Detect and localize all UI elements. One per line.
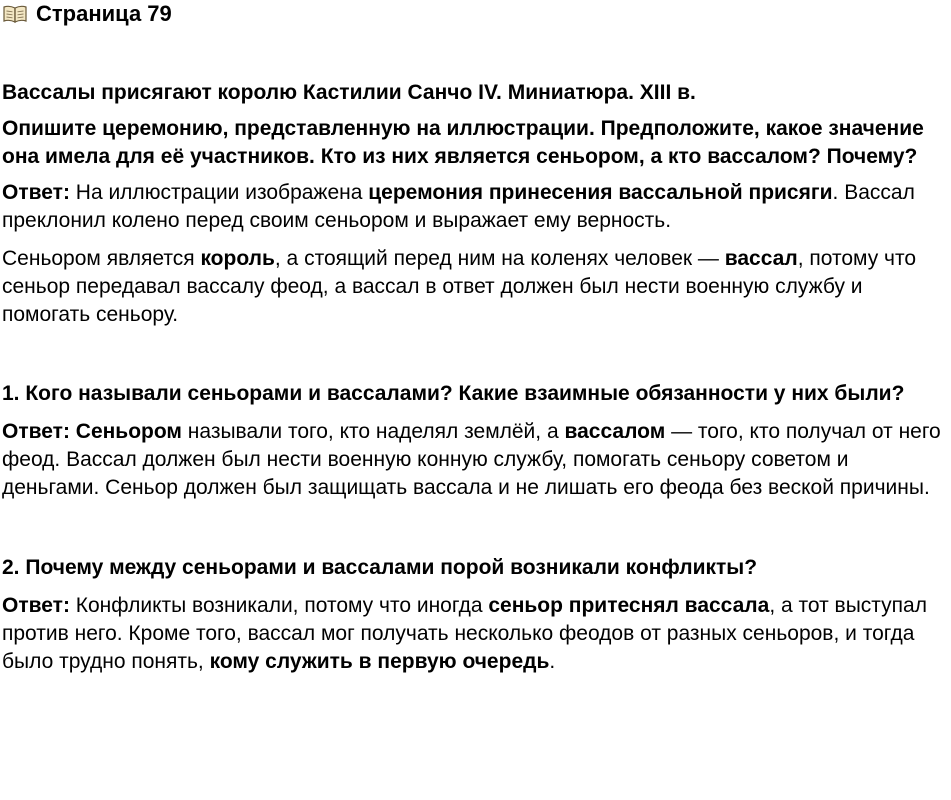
intro-answer-paragraph-2 xyxy=(2,245,948,329)
open-book-icon xyxy=(2,4,28,24)
page-title: Страница 79 xyxy=(36,1,172,26)
answer-emphasis: церемония принесения вассальной присяги xyxy=(368,181,833,204)
answer-emphasis: вассал xyxy=(724,247,798,270)
answer-text: называли того, кто наделял землёй, а xyxy=(181,420,565,443)
answer-emphasis: король xyxy=(200,247,275,270)
answer-label: Ответ: xyxy=(2,181,70,204)
intro-question: Опишите церемонию, представленную на иллюстрации. Предположите, какое значение она имела для её участников. Кто из них является сеньором, а кто вассалом? Почему? xyxy=(2,117,924,168)
answer-text: , а стоящий перед ним на коленях человек — xyxy=(274,247,725,270)
answer-text: — того, кто получал от него феод. Вассал должен был нести военную конную службу, помогать сеньору советом и деньгами. Сеньор должен был защищать вассала и не лишать его феода без веской причины. xyxy=(2,420,941,499)
answer-text: . xyxy=(549,650,556,673)
intro-answer-paragraph-1 xyxy=(2,179,948,235)
answer-text: Конфликты возникали, потому что иногда xyxy=(69,594,489,617)
page-header xyxy=(2,0,951,28)
answer-emphasis: Сеньором xyxy=(69,420,182,443)
answer-text: . Вассал преклонил колено перед своим сеньором и выражает ему верность. xyxy=(2,181,915,232)
answer-emphasis: кому служить в первую очередь xyxy=(209,650,550,673)
illustration-caption: Вассалы присягают королю Кастилии Санчо IV. Миниатюра. XIII в. xyxy=(2,81,696,104)
question-2: 2. Почему между сеньорами и вассалами порой возникали конфликты? xyxy=(2,556,758,579)
answer-2 xyxy=(2,592,948,676)
answer-text: , потому что сеньор передавал вассалу феод, а вассал в ответ должен был нести военную службу и помогать сеньору. xyxy=(2,247,917,326)
answer-emphasis: вассалом xyxy=(564,420,666,443)
answer-label: Ответ: xyxy=(2,594,70,617)
answer-text: На иллюстрации изображена xyxy=(69,181,369,204)
answer-emphasis: сеньор притеснял вассала xyxy=(488,594,770,617)
answer-label: Ответ: xyxy=(2,420,70,443)
answer-1 xyxy=(2,418,948,502)
answer-text: , а тот выступал против него. Кроме того, вассал мог получать несколько феодов от разных сеньоров, и тогда было трудно понять, xyxy=(2,594,927,673)
question-1: 1. Кого называли сеньорами и вассалами? Какие взаимные обязанности у них были? xyxy=(2,382,905,405)
answer-text: Сеньором является xyxy=(2,247,201,270)
